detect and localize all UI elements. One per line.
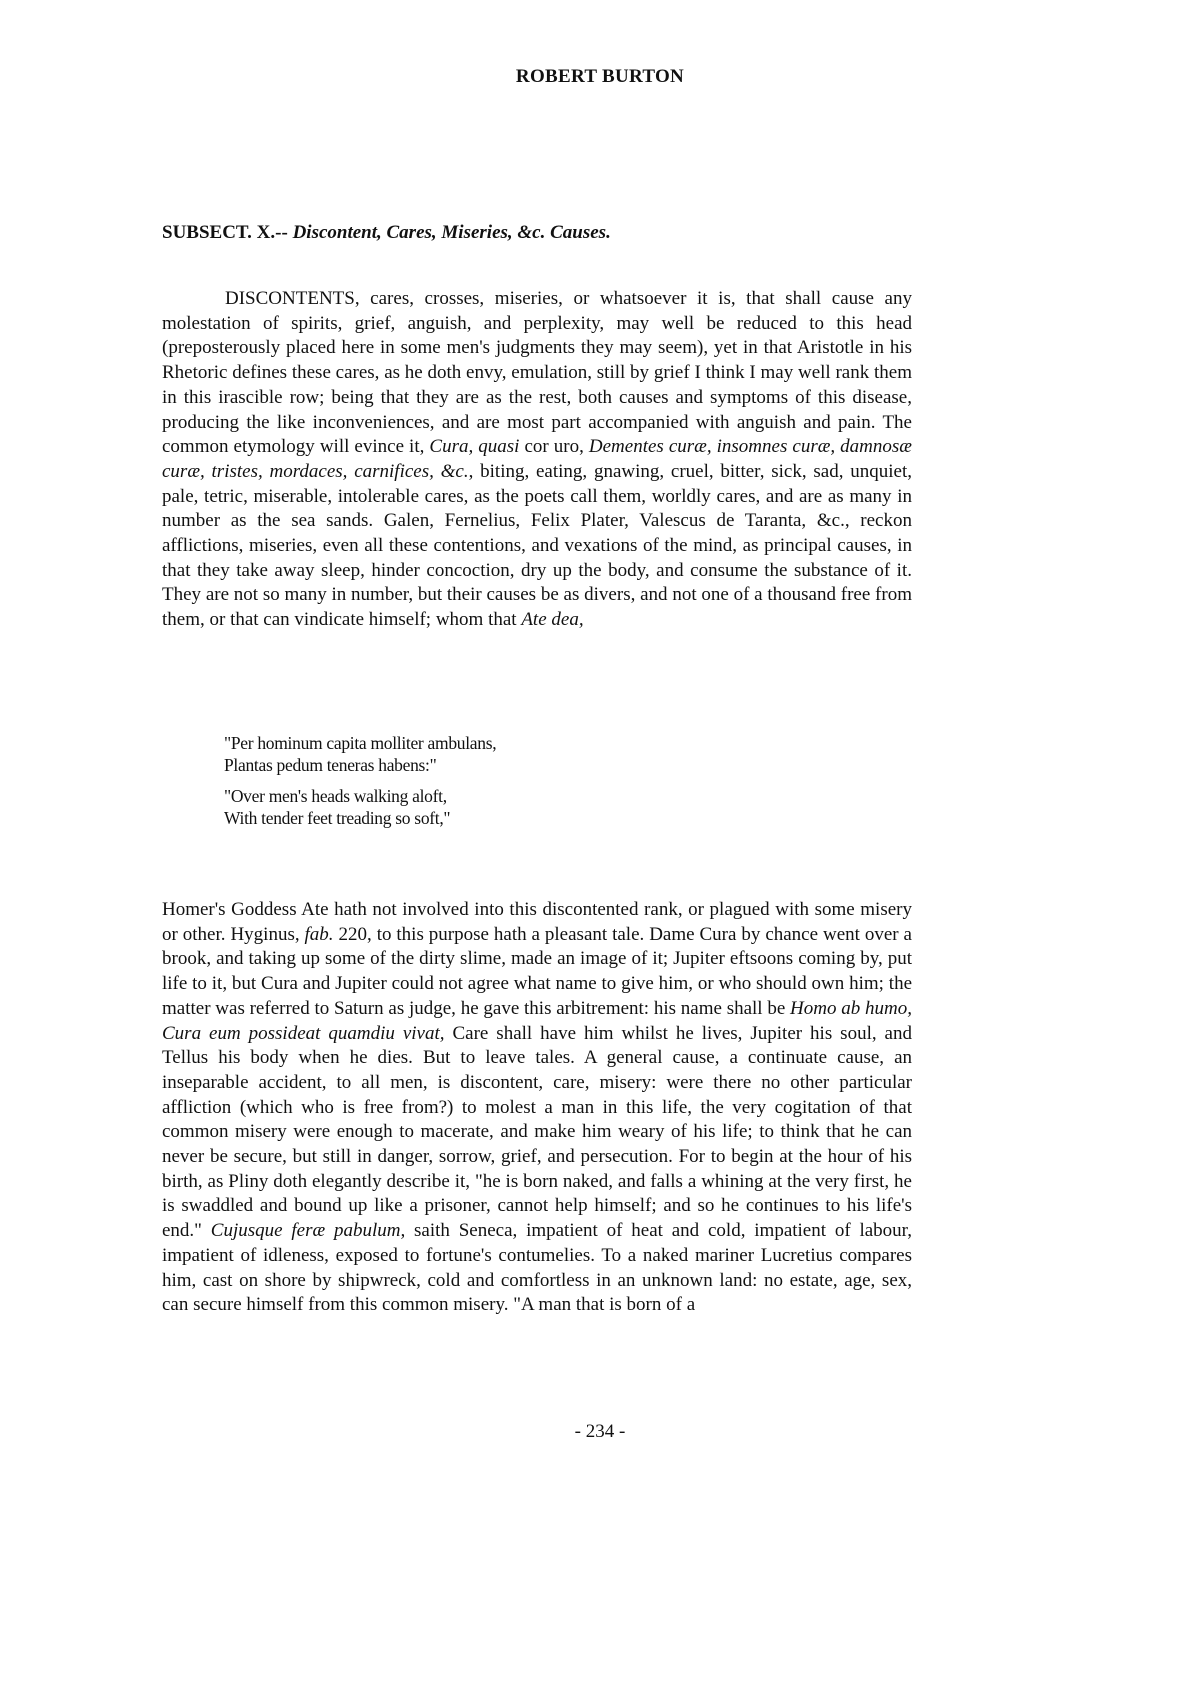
section-label: SUBSECT. X.-- <box>162 222 293 243</box>
para1-italic-2: Dementes curæ, insomnes curæ, damnosæ curæ, tristes, mordaces, carnifices, &c. <box>162 436 912 482</box>
section-heading <box>162 222 912 244</box>
para1-italic-3: Ate dea, <box>521 609 584 631</box>
page-number: - 234 - <box>574 1421 626 1442</box>
para2-italic-3: Cujusque feræ pabulum, <box>210 1220 406 1242</box>
para1-text-2: cor uro, <box>519 436 589 458</box>
verse-english-line-2: With tender feet treading so soft," <box>224 808 451 828</box>
para2-italic-2: Homo ab humo, Cura eum possideat quamdiu vivat, <box>162 997 912 1044</box>
verse-english-line-1: "Over men's heads walking aloft, <box>224 786 447 806</box>
para2-text-3: Care shall have him whilst he lives, Jupiter his soul, and Tellus his body when he dies. But to leave tales. A general cause, a continuate cause, an inseparable accident, to all men, is discontent, care, misery: were there no other particular affliction (which who is free from?) to molest a man in this life, the very cogitation of that common misery were enough to macerate, and make him weary of his life; to think that he can never be secure, but still in danger, sorrow, grief, and persecution. For to begin at the hour of his birth, as Pliny doth elegantly describe it, "he is born naked, and falls a whining at the very first, he is swaddled and bound up like a prisoner, cannot help himself; and so he continues to his life's end." <box>162 1022 912 1242</box>
paragraph-1 <box>162 287 912 633</box>
verse-latin-line-2: Plantas pedum teneras habens:" <box>224 755 437 775</box>
paragraph-2 <box>162 898 912 1318</box>
para2-text-4: saith Seneca, impatient of heat and cold, impatient of labour, impatient of idleness, exposed to fortune's contumelies. To a naked mariner Lucretius compares him, cast on shore by shipwreck, cold and comfortless in an unknown land: no estate, age, sex, can secure himself from this common misery. "A man that is born of a <box>162 1220 912 1316</box>
verse-english <box>224 785 824 829</box>
verse-latin-line-1: "Per hominum capita molliter ambulans, <box>224 733 497 753</box>
section-title: Discontent, Cares, Miseries, &c. Causes. <box>292 222 611 243</box>
para1-text-1: DISCONTENTS, cares, crosses, miseries, or whatsoever it is, that shall cause any molestation of spirits, grief, anguish, and perplexity, may well be reduced to this head (preposterously placed here in some men's judgments they may seem), yet in that Aristotle in his Rhetoric defines these cares, as he doth envy, emulation, still by grief I think I may well rank them in this irascible row; being that they are as the rest, both causes and symptoms of this disease, producing the like inconveniences, and are most part accompanied with anguish and pain. The common etymology will evince it, <box>162 288 912 458</box>
para2-italic-1: fab. <box>304 923 334 945</box>
para1-italic-1: Cura, quasi <box>429 436 520 458</box>
verse-latin <box>224 732 824 776</box>
para2-text-2: 220, to this purpose hath a pleasant tale. Dame Cura by chance went over a brook, and taking up some of the dirty slime, made an image of it; Jupiter eftsoons coming by, put life to it, but Cura and Jupiter could not agree what name to give him, or who should own him; the matter was referred to Saturn as judge, he gave this arbitrement: his name shall be <box>162 923 912 1019</box>
para2-text-1: Homer's Goddess Ate hath not involved into this discontented rank, or plagued with some misery or other. Hyginus, <box>162 899 912 945</box>
running-head: ROBERT BURTON <box>515 66 685 87</box>
para1-text-3: , biting, eating, gnawing, cruel, bitter, sick, sad, unquiet, pale, tetric, miserable, intolerable cares, as the poets call them, worldly cares, and are as many in number as the sea sands. Galen, Fernelius, Felix Plater, Valescus de Taranta, &c., reckon afflictions, miseries, even all these contentions, and vexations of the mind, as principal causes, in that they take away sleep, hinder concoction, dry up the body, and consume the substance of it. They are not so many in number, but their causes be as divers, and not one of a thousand free from them, or that can vindicate himself; whom that <box>162 460 912 631</box>
